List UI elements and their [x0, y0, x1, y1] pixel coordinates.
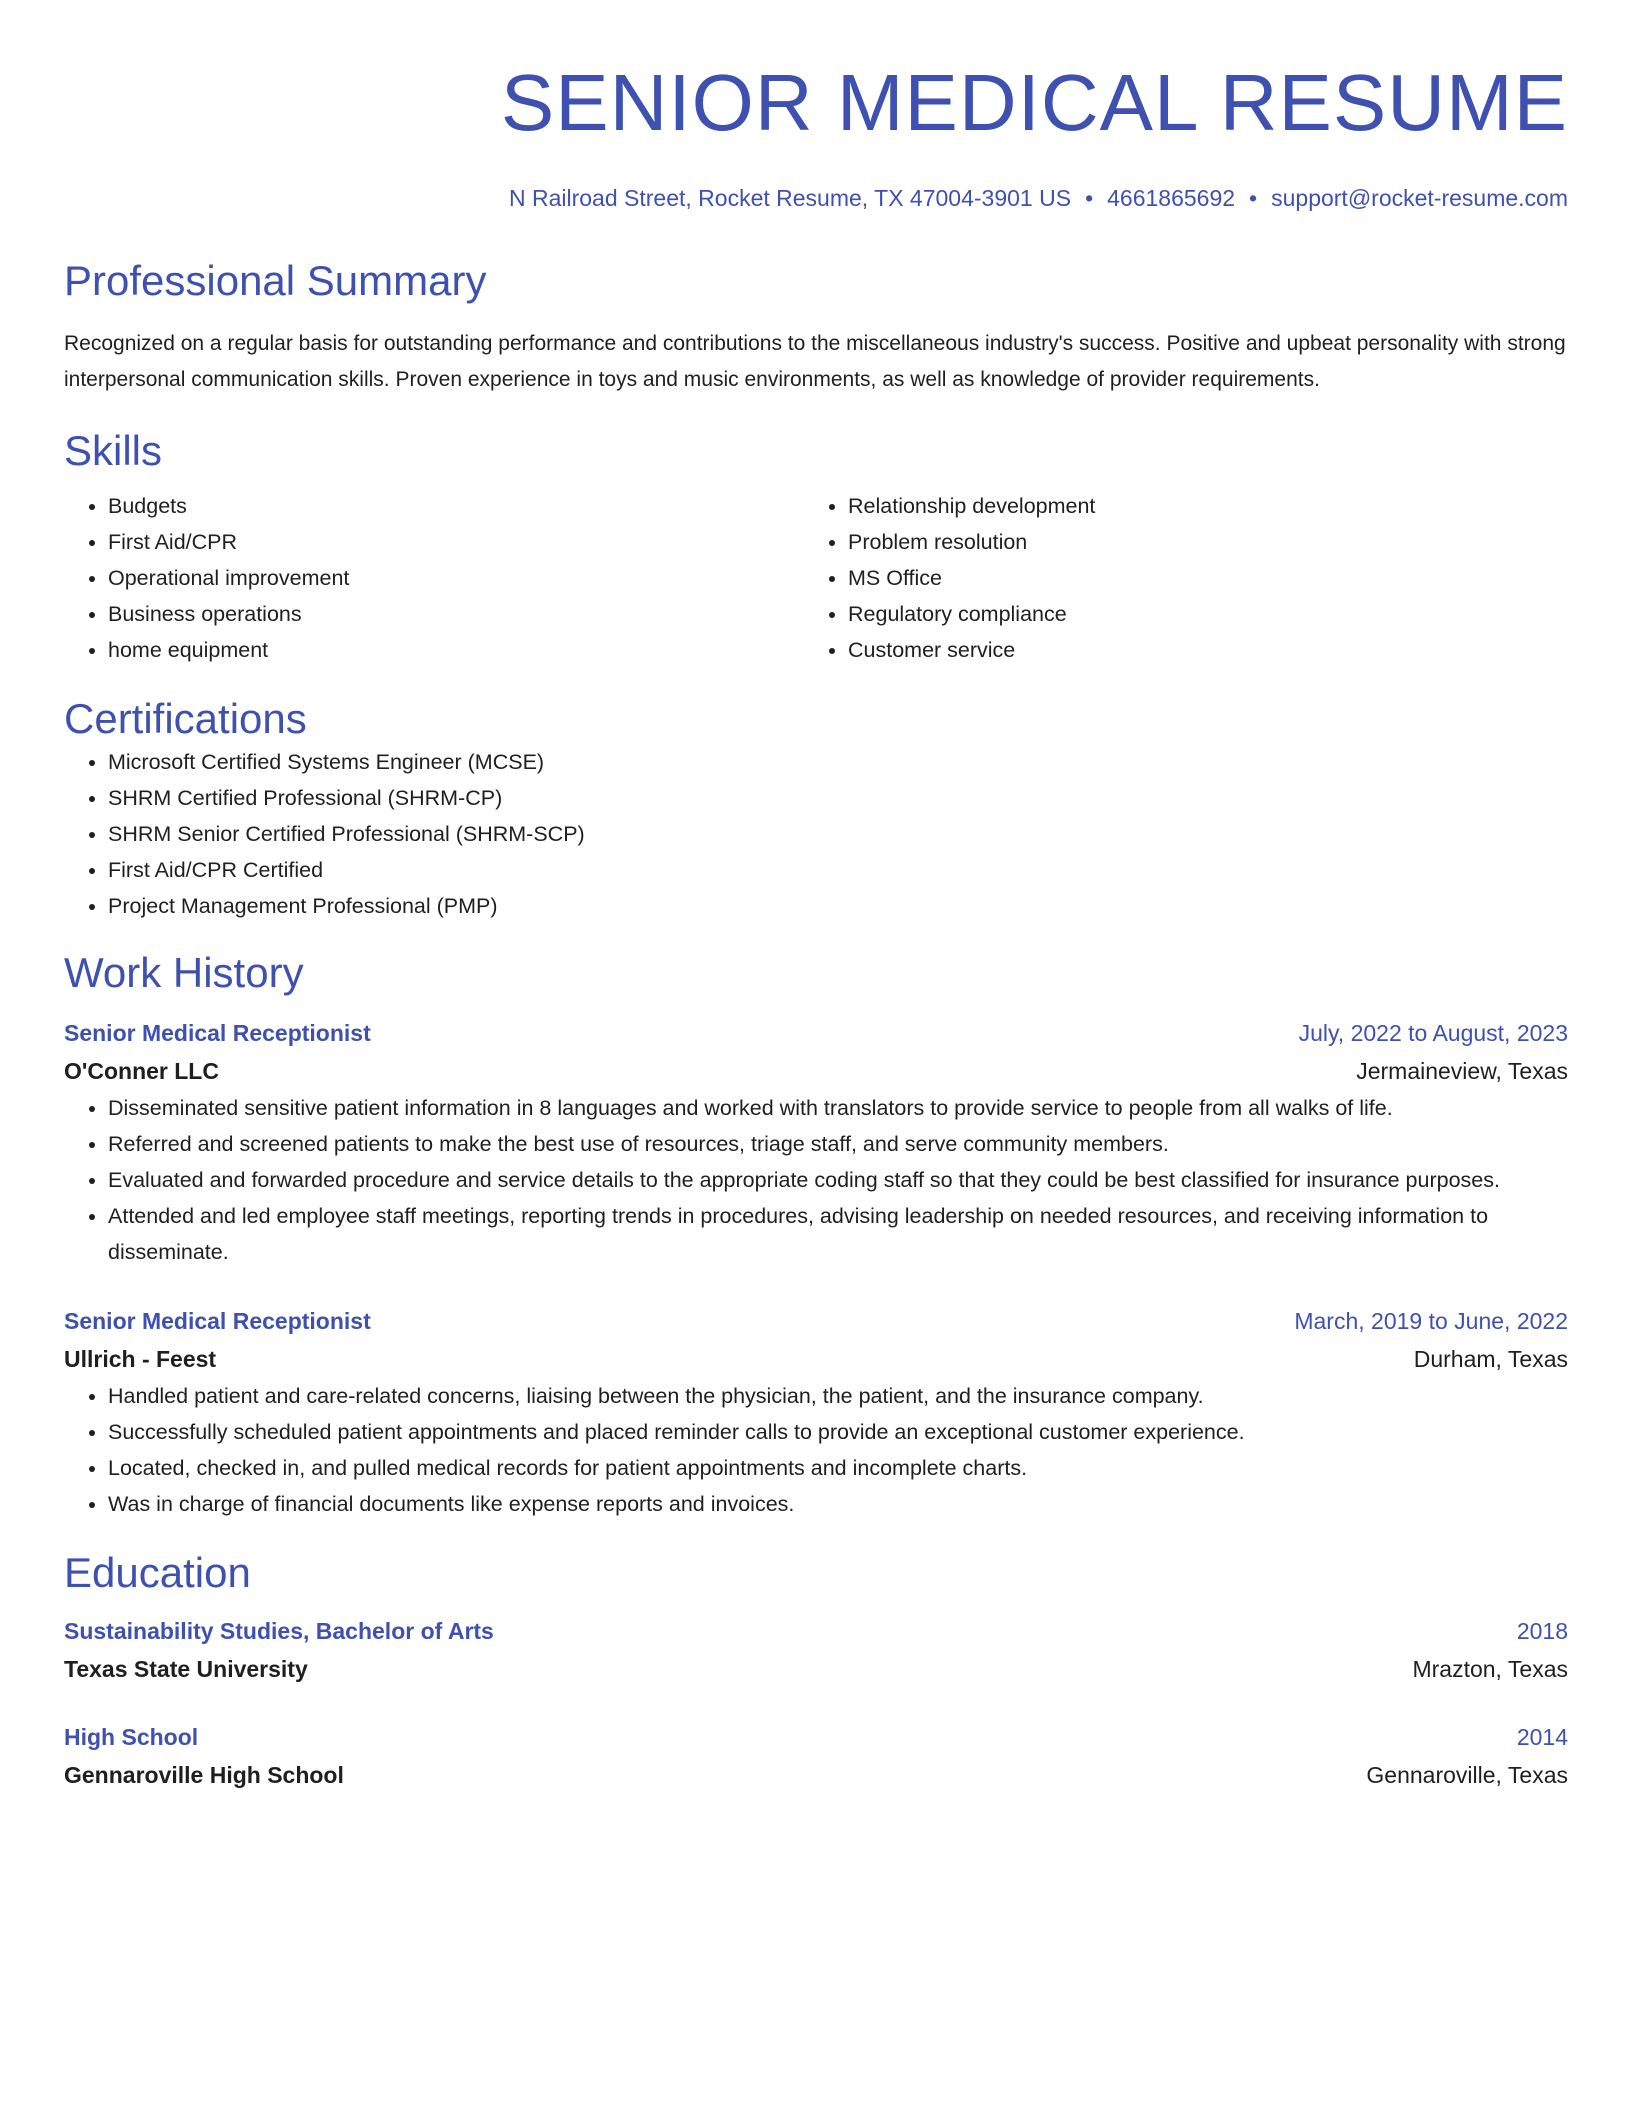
job-bullets: [64, 1090, 1568, 1270]
contact-email: support@rocket-resume.com: [1271, 185, 1568, 211]
job-company: O'Conner LLC: [64, 1058, 219, 1084]
skill-item: • Operational improvement: [108, 560, 804, 596]
job-bullet: • Attended and led employee staff meetings, reporting trends in procedures, advising leadership on needed resources, and receiving information to disseminate.: [108, 1198, 1568, 1270]
summary-heading: Professional Summary: [64, 257, 487, 304]
education-heading: Education: [64, 1549, 251, 1596]
job-entry: [64, 1302, 1568, 1522]
job-bullet: • Disseminated sensitive patient information in 8 languages and worked with translators to provide service to people from all walks of life.: [108, 1090, 1568, 1126]
skill-item: • home equipment: [108, 632, 804, 668]
education-entry: [64, 1612, 1568, 1688]
job-title-row: [64, 1014, 1568, 1052]
skill-item: • Relationship development: [848, 488, 1544, 524]
job-bullet: • Was in charge of financial documents like expense reports and invoices.: [108, 1486, 1568, 1522]
job-company-row: [64, 1340, 1568, 1378]
skill-item: • First Aid/CPR: [108, 524, 804, 560]
certification-item: • Project Management Professional (PMP): [108, 888, 1568, 924]
education-entry: [64, 1718, 1568, 1794]
contact-address: N Railroad Street, Rocket Resume, TX 47004-3901 US: [508, 185, 1072, 211]
certification-item: • First Aid/CPR Certified: [108, 852, 1568, 888]
skills-grid: [64, 488, 1568, 668]
resume-header: [64, 55, 1568, 213]
job-bullet: • Successfully scheduled patient appointments and placed reminder calls to provide an exceptional customer experience.: [108, 1414, 1568, 1450]
skills-list-right: [804, 488, 1544, 668]
certification-item: • SHRM Certified Professional (SHRM-CP): [108, 780, 1568, 816]
work-history-heading: Work History: [64, 949, 304, 996]
job-dates: March, 2019 to June, 2022: [1294, 1308, 1568, 1334]
job-role: Senior Medical Receptionist: [64, 1308, 371, 1334]
education-school: Texas State University: [64, 1656, 308, 1682]
skill-item: • Budgets: [108, 488, 804, 524]
skills-column-left: [64, 488, 804, 668]
job-bullet: • Located, checked in, and pulled medical records for patient appointments and incomplete charts.: [108, 1450, 1568, 1486]
education-year: 2014: [1516, 1724, 1568, 1750]
skill-item: • Regulatory compliance: [848, 596, 1544, 632]
education-degree-row: [64, 1612, 1568, 1650]
education-location: Mrazton, Texas: [1412, 1656, 1568, 1682]
skills-heading: Skills: [64, 427, 163, 474]
resume-name: SENIOR MEDICAL RESUME: [500, 58, 1568, 147]
skills-column-right: [804, 488, 1544, 668]
education-year: 2018: [1516, 1618, 1568, 1644]
job-location: Jermaineview, Texas: [1356, 1058, 1568, 1084]
contact-line: [64, 183, 1568, 213]
skill-item: • Problem resolution: [848, 524, 1544, 560]
job-company-row: [64, 1052, 1568, 1090]
job-role: Senior Medical Receptionist: [64, 1020, 371, 1046]
education-degree: High School: [64, 1724, 199, 1750]
job-title-row: [64, 1302, 1568, 1340]
skill-item: • Business operations: [108, 596, 804, 632]
education-location: Gennaroville, Texas: [1366, 1762, 1568, 1788]
contact-separator: •: [1249, 185, 1258, 211]
certifications-heading: Certifications: [64, 695, 307, 742]
contact-phone: 4661865692: [1107, 185, 1236, 211]
job-company: Ullrich - Feest: [64, 1346, 217, 1372]
skill-item: • MS Office: [848, 560, 1544, 596]
education-school: Gennaroville High School: [64, 1762, 344, 1788]
education-degree: Sustainability Studies, Bachelor of Arts: [64, 1618, 494, 1644]
skill-item: • Customer service: [848, 632, 1544, 668]
certification-item: • Microsoft Certified Systems Engineer (MCSE): [108, 744, 1568, 780]
job-bullets: [64, 1378, 1568, 1522]
job-location: Durham, Texas: [1413, 1346, 1568, 1372]
job-bullet: • Referred and screened patients to make the best use of resources, triage staff, and serve community members.: [108, 1126, 1568, 1162]
skills-list-left: [64, 488, 804, 668]
contact-separator: •: [1085, 185, 1094, 211]
job-entry: [64, 1014, 1568, 1270]
education-school-row: [64, 1756, 1568, 1794]
certifications-list: [64, 744, 1568, 924]
education-degree-row: [64, 1718, 1568, 1756]
education-school-row: [64, 1650, 1568, 1688]
summary-text: Recognized on a regular basis for outstanding performance and contributions to the miscellaneous industry's success. Positive and upbeat personality with strong interpersonal communication skills. Proven experience in toys and music environments, as well as knowledge of provider requirements.: [64, 332, 1566, 391]
job-bullet: • Handled patient and care-related concerns, liaising between the physician, the patient, and the insurance company.: [108, 1378, 1568, 1414]
job-bullet: • Evaluated and forwarded procedure and service details to the appropriate coding staff so that they could be best classified for insurance purposes.: [108, 1162, 1568, 1198]
certification-item: • SHRM Senior Certified Professional (SHRM-SCP): [108, 816, 1568, 852]
job-dates: July, 2022 to August, 2023: [1298, 1020, 1568, 1046]
